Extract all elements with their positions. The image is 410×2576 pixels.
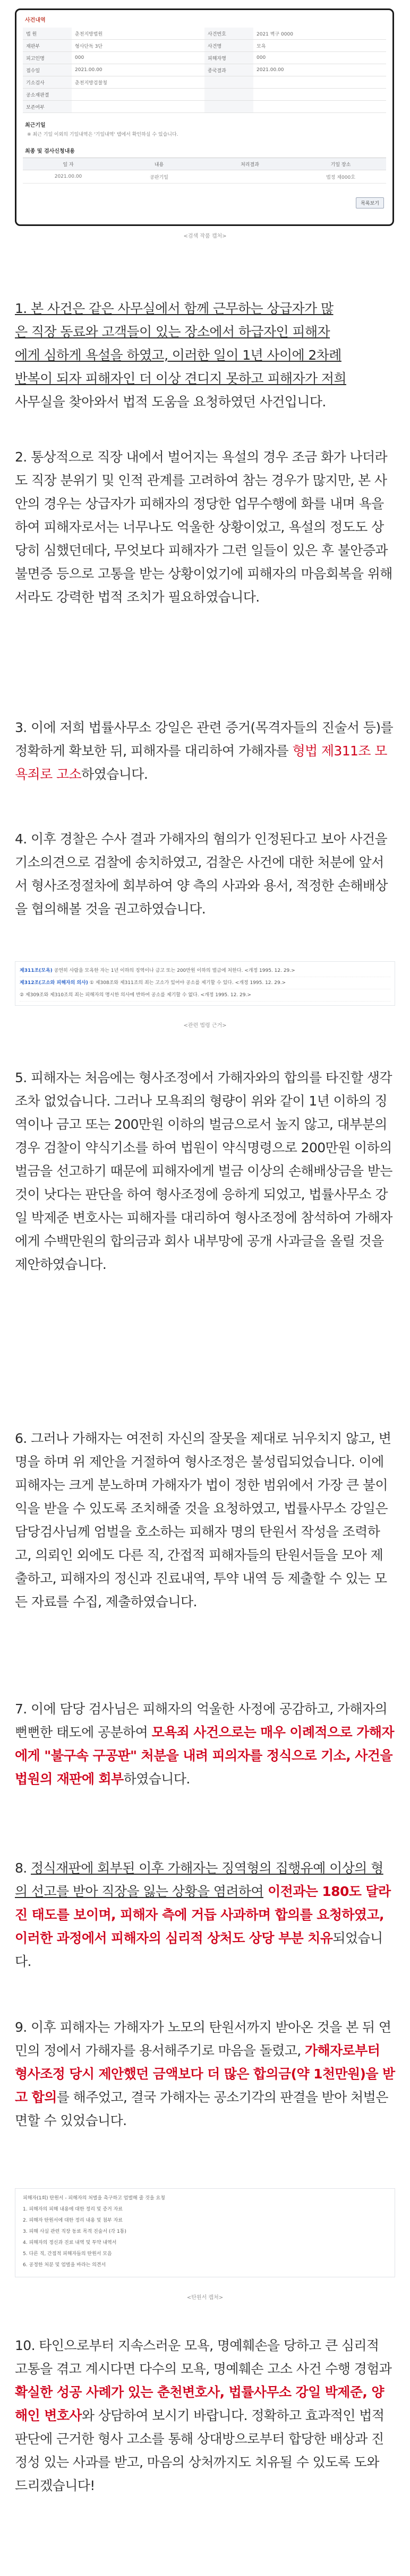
p8-text-a: 8. [15, 1860, 31, 1876]
case-record-key [204, 101, 253, 113]
case-record-key [204, 76, 253, 89]
case-record-row [23, 52, 386, 64]
case-record-key: 접수일 [23, 64, 72, 76]
case-record-row [23, 28, 386, 40]
paragraph-8 [15, 1857, 395, 1973]
p8-text-b: 되었습니다. [15, 1930, 383, 1969]
statute-row [20, 965, 390, 977]
case-record-key: 피고인명 [23, 52, 72, 64]
petition-screenshot [15, 2188, 395, 2277]
p9-text-a: 9. 이후 피해자는 가해자가 노모의 탄원서까지 받아온 것을 본 뒤 연민의 정에서 가해자를 용서해주기로 마음을 돌렸고, [15, 2020, 391, 2058]
statute-text: ① 제308조와 제311조의 죄는 고소가 있어야 공소를 제기할 수 있다. <개정 1995. 12. 29.> [89, 980, 286, 986]
statute-ref: 제311조(모욕) [20, 968, 53, 973]
case-record-key: 재판부 [23, 40, 72, 52]
case-record-key: 법 원 [23, 28, 72, 40]
schedule-row [23, 170, 386, 184]
case-record-key: 사건번호 [204, 28, 253, 40]
schedule-header: 일 자 [23, 158, 114, 170]
list-button[interactable]: 목록보기 [356, 197, 384, 208]
case-record-value: 2021.00.00 [253, 64, 386, 76]
law-caption: <관련 법령 근거> [183, 1023, 227, 1029]
schedule-cell [204, 170, 295, 184]
recent-dates-heading: 최근기일 [25, 123, 46, 128]
schedule-cell: 공판기일 [114, 170, 204, 184]
statute-list [20, 965, 390, 1002]
p8-underline: 정식재판에 회부된 이후 가해자는 징역형의 집행유예 이상의 형의 선고를 받아 직장을 잃는 상황을 염려하여 [15, 1860, 383, 1899]
case-record-key [204, 89, 253, 101]
case-record-key: 보존여부 [23, 101, 72, 113]
case-record-row [23, 76, 386, 89]
p9-text-b: 를 해주었고, 결국 가해자는 공소기각의 판결을 받아 처벌은 면할 수 있었습니다. [15, 2090, 388, 2128]
case-record-row [23, 64, 386, 76]
case-record-value [253, 101, 386, 113]
case-record-value: 2021 벽구 0000 [253, 28, 386, 40]
case-record-table [23, 28, 386, 113]
case-record-value [72, 101, 204, 113]
petition-row: 4. 피해자의 정신과 진료 내역 및 투약 내역서 [23, 2240, 117, 2246]
case-record-screenshot [15, 8, 394, 226]
schedule-cell: 법정 제000호 [295, 170, 386, 184]
p10-highlight: 확실한 성공 사례가 있는 춘천변호사, 법률사무소 강일 박제준, 양해인 변호사 [15, 2384, 384, 2423]
case-record-value: 000 [253, 52, 386, 64]
case-record-key: 종국결과 [204, 64, 253, 76]
petition-row: 1. 피해자의 피해 내용에 대한 정리 및 증거 자료 [23, 2207, 123, 2212]
paragraph-2: 2. 통상적으로 직장 내에서 벌어지는 욕설의 경우 조금 화가 나더라도 직장 분위기 및 인적 관계를 고려하여 참는 경우가 많지만, 본 사안의 경우는 상급자가 피해자의 정당한 업무수행에 화를 내며 욕을 하여 피해자로서는 너무나도 억울한 상황이었고, 욕설의 정도도 상당히 심했던데다, 무엇보다 피해자가 그런 일들이 있은 후 불안증과 불면증 등으로 고통을 받는 상황이었기에 피해자의 마음회복을 위해서라도 강력한 법적 조치가 필요하였습니다. [15, 449, 392, 605]
paragraph-9 [15, 2016, 395, 2133]
schedule-heading: 최종 및 검사신청내용 [25, 149, 75, 154]
case-record-row [23, 89, 386, 101]
petition-row: 피해자(1회) 탄원서 - 피해자의 처벌을 촉구하고 엄벌해 줄 것을 요청 [23, 2196, 165, 2201]
case-record-title: 사건내역 [25, 18, 46, 23]
schedule-header: 기일 장소 [295, 158, 386, 170]
p3-text-b: 하였습니다. [81, 767, 148, 782]
schedule-header: 처리결과 [204, 158, 295, 170]
p7-text-a: 7. 이에 담당 검사님은 피해자의 억울한 사정에 공감하고, 가해자의 뻔뻔한 태도에 공분하여 [15, 1701, 388, 1740]
petition-caption: <탄원서 캡처> [186, 2295, 224, 2301]
schedule-header: 내용 [114, 158, 204, 170]
p1-line-b: 은 직장 동료와 고객들이 있는 장소에서 하급자인 피해자 [15, 324, 330, 340]
case-record-key: 사건명 [204, 40, 253, 52]
p3-highlight: 형법 제311조 모욕죄로 고소 [15, 743, 387, 782]
p1-line-a: 1. 본 사건은 같은 사무실에서 함께 근무하는 상급자가 많 [15, 301, 334, 316]
case-record-key: 공소재판결 [23, 89, 72, 101]
petition-row: 2. 피해자 탄원서에 대한 정리 내용 및 첨부 자료 [23, 2218, 123, 2223]
case-record-row [23, 101, 386, 113]
paragraph-3 [15, 716, 395, 786]
case-record-value: 모욕 [253, 40, 386, 52]
statute-screenshot [15, 961, 395, 1006]
case-record-value [253, 89, 386, 101]
statute-text: 공연히 사람을 모욕한 자는 1년 이하의 징역이나 금고 또는 200만원 이하의 벌금에 처한다. <개정 1995. 12. 29.> [54, 968, 295, 973]
statute-text: ② 제309조와 제310조의 죄는 피해자의 명시한 의사에 반하여 공소를 제기할 수 없다. <개정 1995. 12. 29.> [20, 993, 251, 998]
case-record-value: 형사단독 3단 [72, 40, 204, 52]
p10-text-b: 와 상담하여 보시기 바랍니다. 정확하고 효과적인 법적 판단에 근거한 형사 고소를 통해 상대방으로부터 합당한 배상과 진정성 있는 사과를 받고, 마음의 상처까지도 치유될 수 있도록 도와 드리겠습니다! [15, 2408, 385, 2493]
p3-text-a: 3. 이에 저희 법률사무소 강일은 관련 증거(목격자들의 진술서 등)를 정확하게 확보한 뒤, 피해자를 대리하여 가해자를 [15, 720, 394, 759]
p9-highlight: 가해자로부터 형사조정 당시 제안했던 금액보다 더 많은 합의금(약 1천만원)을 받고 합의 [15, 2043, 395, 2105]
schedule-cell: 2021.00.00 [23, 170, 114, 184]
case-record-value: 춘천지방검찰청 [72, 76, 204, 89]
paragraph-4: 4. 이후 경찰은 수사 결과 가해자의 혐의가 인정된다고 보아 사건을 기소의견으로 검찰에 송치하였고, 검찰은 사건에 대한 처분에 앞서서 형사조정절차에 회부하여 양 측의 사과와 용서, 적정한 손해배상을 협의해볼 것을 권고하였습니다. [15, 831, 388, 917]
case-record-value [72, 89, 204, 101]
p7-highlight: 모욕죄 사건으로는 매우 이례적으로 가해자에게 "불구속 구공판" 처분을 내려 피의자를 정식으로 기소, 사건을 법원의 재판에 회부 [15, 1725, 394, 1787]
recent-dates-note: ※ 최근 기일 이외의 기일내역은 '기일내역' 탭에서 확인하실 수 있습니다. [27, 132, 178, 137]
case-record-value: 000 [72, 52, 204, 64]
paragraph-5: 5. 피해자는 처음에는 형사조정에서 가해자와의 합의를 타진할 생각조차 없었습니다. 그러나 모욕죄의 형량이 위와 같이 1년 이하의 징역이나 금고 또는 200만원 이하의 벌금으로서 높지 않고, 대부분의 경우 검찰이 약식기소를 하여 법원이 약식명령으로 200만원 이하의 벌금을 선고하기 때문에 피해자에게 벌금 이상의 손해배상금을 받는 것이 낫다는 판단을 하여 형사조정에 응하게 되었고, 법률사무소 강일 박제준 변호사는 피해자를 대리하여 형사조정에 참석하여 가해자에게 수백만원의 합의금과 회사 내부망에 공개 사과글을 올릴 것을 제안하였습니다. [15, 1070, 392, 1272]
statute-ref: 제312조(고소와 피해자의 의사) [20, 980, 88, 986]
p1-line-c: 에게 심하게 욕설을 하였고, 이러한 일이 1년 사이에 2차례 [15, 347, 341, 363]
case-record-value: 2021.00.00 [72, 64, 204, 76]
p1-line-d: 반복이 되자 피해자인 더 이상 견디지 못하고 피해자가 저희 [15, 371, 346, 386]
petition-list [23, 2193, 387, 2271]
paragraph-6: 6. 그러나 가해자는 여전히 자신의 잘못을 제대로 뉘우치지 않고, 변명을 하며 위 제안을 거절하여 형사조정은 불성립되었습니다. 이에 피해자는 크게 분노하며 가해자가 법이 정한 범위에서 가장 큰 불이익을 받을 수 있도록 조치해줄 것을 요청하였고, 법률사무소 강일은 담당검사님께 엄벌을 호소하는 피해자 명의 탄원서 작성을 조력하고, 의뢰인 외에도 다른 직, 간접적 피해자들의 탄원서들을 모아 제출하고, 피해자의 정신과 진료내역, 투약 내역 등 제출할 수 있는 모든 자료를 수집, 제출하였습니다. [15, 1431, 391, 1609]
p10-text-a: 10. 타인으로부터 지속스러운 모욕, 명예훼손을 당하고 큰 심리적 고통을 겪고 계시다면 다수의 모욕, 명예훼손 고소 사건 수행 경험과 [15, 2338, 392, 2377]
schedule-table [23, 158, 386, 184]
paragraph-7 [15, 1698, 395, 1791]
p8-highlight: 이전과는 180도 달라진 태도를 보이며, 피해자 측에 거듭 사과하며 합의를 요청하였고, 이러한 과정에서 피해자의 심리적 상처도 상당 부분 치유 [15, 1884, 391, 1946]
case-record-key: 기소검사 [23, 76, 72, 89]
statute-row [20, 977, 390, 989]
statute-row [20, 989, 390, 1002]
case-record-value [253, 76, 386, 89]
case-caption: <검색 작품 캡처> [183, 233, 227, 239]
paragraph-10 [15, 2334, 395, 2497]
p7-text-b: 하였습니다. [123, 1771, 190, 1787]
case-record-row [23, 40, 386, 52]
p1-line-e: 사무실을 찾아와서 법적 도움을 요청하였던 사건입니다. [15, 394, 326, 410]
case-record-key: 피해자명 [204, 52, 253, 64]
case-record-value: 춘천지방법원 [72, 28, 204, 40]
petition-row: 6. 공정한 처분 및 엄벌을 바라는 의견서 [23, 2262, 106, 2268]
petition-row: 5. 다른 직, 간접적 피해자들의 탄원서 모음 [23, 2251, 112, 2257]
petition-row: 3. 피해 사실 관련 직장 동료 목격 진술서 (각 1통) [23, 2229, 126, 2234]
paragraph-1 [15, 297, 395, 414]
